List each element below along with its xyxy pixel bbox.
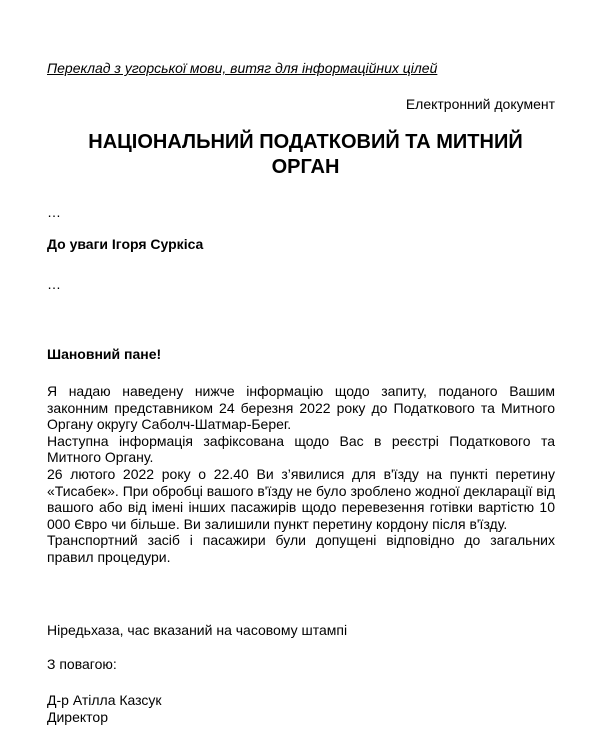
closing-phrase: З повагою: — [47, 656, 117, 672]
signature-block — [47, 692, 162, 726]
translation-note: Переклад з угорської мови, витяг для інформаційних цілей — [47, 60, 438, 76]
body-paragraph-admission: Транспортний засіб і пасажири були допущені відповідно до загальних правил процедури. — [47, 532, 555, 565]
place-and-time-line: Ніредьхаза, час вказаний на часовому штампі — [47, 622, 348, 638]
signatory-name: Д-р Атілла Казсук — [47, 692, 162, 708]
attention-line: До уваги Ігоря Суркіса — [47, 236, 204, 252]
body-paragraph-request: Я надаю наведену нижче інформацію щодо запиту, поданого Вашим законним представником 24 березня 2022 року до Податкового та Митного Органу округу Саболч-Шатмар-Берег. — [47, 383, 555, 433]
organization-title — [40, 130, 571, 180]
letter-body — [47, 383, 555, 566]
omitted-text-marker-1: … — [47, 204, 61, 220]
signatory-position: Директор — [47, 709, 108, 725]
organization-title-line-2: ОРГАН — [271, 156, 340, 178]
salutation: Шановний пане! — [47, 346, 162, 362]
omitted-text-marker-2: … — [47, 276, 61, 292]
body-paragraph-registry: Наступна інформація зафіксована щодо Вас в реєстрі Податкового та Митного Органу. — [47, 432, 555, 466]
organization-title-line-1: НАЦІОНАЛЬНИЙ ПОДАТКОВИЙ ТА МИТНИЙ — [88, 131, 523, 153]
document-type-label: Електронний документ — [405, 96, 555, 112]
body-paragraph-entry: 26 лютого 2022 року о 22.40 Ви з’явилися для в'їзду на пункті перетину «Тисабек». При обробці вашого в'їзду не було зроблено жодної декларації від вашого або від імені інших пасажирів щодо перевезення готівки вартістю 10 000 Євро чи більше. Ви залишили пункт перетину кордону після в'їзду. — [47, 465, 555, 532]
